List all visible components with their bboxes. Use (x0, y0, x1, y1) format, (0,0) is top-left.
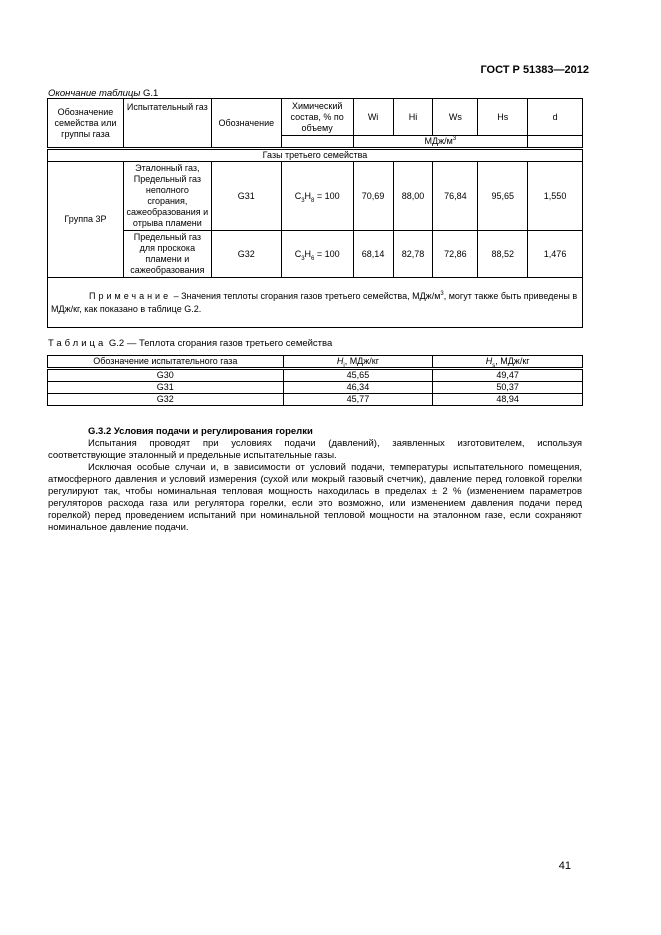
table1-caption-number: G.1 (142, 88, 159, 99)
family-title: Газы третьего семейства (48, 149, 583, 162)
table-row (48, 394, 583, 406)
t2-code: G30 (48, 369, 284, 382)
table1-caption-italic: Окончание таблицы (48, 88, 141, 99)
t2-hi: 45,77 (283, 394, 433, 406)
ws-cell: 76,84 (433, 162, 478, 231)
ws-cell: 72,86 (433, 231, 478, 278)
hs-cell: 88,52 (478, 231, 528, 278)
section-g32 (48, 426, 582, 534)
table2-caption-text: G.2 — Теплота сгорания газов третьего семейства (108, 338, 333, 349)
d-cell: 1,476 (528, 231, 583, 278)
table-row (48, 369, 583, 382)
t2-hs: 49,47 (433, 369, 583, 382)
table2-caption-label: Таблица (48, 338, 107, 349)
header-hi: Hi (393, 99, 433, 136)
table-row (48, 382, 583, 394)
standard-header: ГОСТ Р 51383—2012 (480, 64, 589, 76)
header-wi: Wi (353, 99, 393, 136)
composition-cell: $C_3H_8 = 100$ (281, 162, 353, 231)
composition-cell: $C_3H_6 = 100$ (281, 231, 353, 278)
table2-caption (48, 338, 332, 349)
section-paragraph-1: Испытания проводят при условиях подачи (давлений), заявленных изготовителем, используя соответствующие эталонный и предельные испытательные газы. (48, 438, 582, 461)
note-label: Примечание (89, 290, 172, 301)
code-cell: G32 (211, 231, 281, 278)
table-g2 (47, 355, 583, 406)
t2-hi: 46,34 (283, 382, 433, 394)
section-paragraph-2: Исключая особые случаи и, в зависимости от условий подачи, температуры испытательного помещения, атмосферного давления и условий измерения (сухой или мокрый газовый счетчик), давление перед головкой горелки регулируют так, чтобы номинальная тепловая мощность находилась в пределах ± 2 % (изменением параметров регуляторов расхода газа или регулятора горелки, если это возможно, или изменением давления подачи перед горелкой) перед проведением испытаний при номинальной тепловой мощности на эталонном газе, если сохраняют номинальное давление подачи. (48, 462, 582, 533)
gas-cell: Эталонный газ, Предельный газ неполного сгорания, сажеобразования и отрыва пламени (123, 162, 211, 231)
section-title: G.3.2 Условия подачи и регулирования горелки (88, 426, 313, 437)
units-blank (281, 136, 353, 149)
t2-code: G31 (48, 382, 284, 394)
table-row (48, 162, 583, 231)
t2-header-hi: $H_i$, МДж/кг (283, 356, 433, 369)
units-cell: МДж/$м^3$ (353, 136, 528, 149)
header-family: Обозначение семейства или группы газа (48, 99, 124, 149)
header-ws: Ws (433, 99, 478, 136)
t2-hi: 45,65 (283, 369, 433, 382)
table-g1 (47, 98, 583, 328)
t2-code: G32 (48, 394, 284, 406)
wi-cell: 70,69 (353, 162, 393, 231)
header-test-gas: Испытательный газ (123, 99, 211, 149)
code-cell: G31 (211, 162, 281, 231)
page-number: 41 (558, 860, 571, 872)
header-hs: Hs (478, 99, 528, 136)
units-blank-d (528, 136, 583, 149)
group-cell: Группа 3Р (48, 162, 124, 278)
d-cell: 1,550 (528, 162, 583, 231)
hs-cell: 95,65 (478, 162, 528, 231)
header-designation: Обозначение (211, 99, 281, 149)
hi-cell: 88,00 (393, 162, 433, 231)
t2-hs: 48,94 (433, 394, 583, 406)
t2-header-hs: $H_s$, МДж/кг (433, 356, 583, 369)
t2-hs: 50,37 (433, 382, 583, 394)
wi-cell: 68,14 (353, 231, 393, 278)
t2-header-designation: Обозначение испытательного газа (48, 356, 284, 369)
table-note: Примечание – Значения теплоты сгорания газов третьего семейства, МДж/$м^3$, могут также быть приведены в МДж/кг, как показано в таблице G.2. (48, 278, 583, 328)
gas-cell: Предельный газ для проскока пламени и сажеобразования (123, 231, 211, 278)
header-composition: Химический состав, % по объему (281, 99, 353, 136)
hi-cell: 82,78 (393, 231, 433, 278)
table-row (48, 231, 583, 278)
header-d: d (528, 99, 583, 136)
